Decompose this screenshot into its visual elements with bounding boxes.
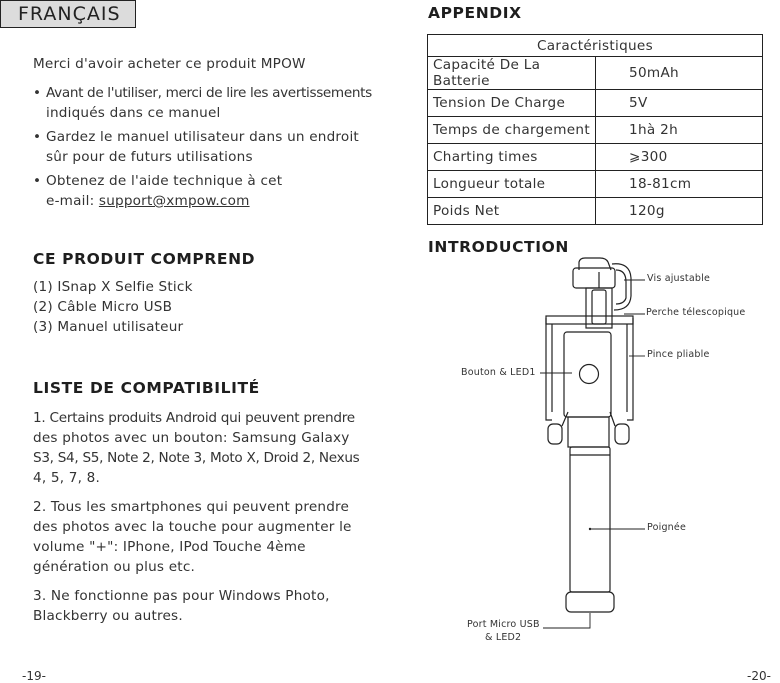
label-micro-usb-port: Port Micro USB — [467, 619, 540, 630]
compat-line: S3, S4, S5, Note 2, Note 3, Moto X, Droid 2, Nexus — [33, 450, 360, 466]
spec-label: Longueur totale — [428, 171, 596, 198]
spec-value: 18-81cm — [596, 171, 763, 198]
list-item: (1) ISnap X Selfie Stick — [33, 279, 193, 295]
label-telescopic-pole: Perche télescopique — [646, 307, 746, 318]
compat-line: des photos avec un bouton: Samsung Galaxy — [33, 430, 350, 446]
spec-label: Tension De Charge — [428, 90, 596, 117]
spec-label: Temps de chargement — [428, 117, 596, 144]
spec-value: 50mAh — [596, 57, 763, 90]
bullet-line: indiqués dans ce manuel — [46, 105, 221, 121]
label-led2: & LED2 — [485, 632, 522, 643]
compat-line: 3. Ne fonctionne pas pour Windows Photo, — [33, 588, 330, 604]
compat-line: 4, 5, 7, 8. — [33, 470, 101, 486]
bullet-dot: • — [33, 85, 42, 101]
bullet-line: sûr pour de futurs utilisations — [46, 149, 253, 165]
contents-heading: CE PRODUIT COMPREND — [33, 250, 256, 268]
label-button-led1: Bouton & LED1 — [461, 367, 536, 378]
language-tab: FRANÇAIS — [0, 0, 136, 28]
spec-value: ⩾300 — [596, 144, 763, 171]
bullet-line: Avant de l'utiliser, merci de lire les avertissements — [46, 85, 372, 101]
compat-line: Blackberry ou autres. — [33, 608, 183, 624]
list-item: (2) Câble Micro USB — [33, 299, 173, 315]
page-number-right: -20- — [747, 669, 771, 683]
bullet-line: Gardez le manuel utilisateur dans un endroit — [46, 129, 359, 145]
compat-line: des photos avec la touche pour augmenter le — [33, 519, 352, 535]
bullet-line: Obtenez de l'aide technique à cet — [46, 173, 283, 189]
list-item: (3) Manuel utilisateur — [33, 319, 184, 335]
spec-label: Charting times — [428, 144, 596, 171]
page-number-left: -19- — [22, 669, 46, 683]
compat-line: 1. Certains produits Android qui peuvent prendre — [33, 410, 355, 426]
bullet-dot: • — [33, 173, 42, 189]
spec-value: 120g — [596, 198, 763, 225]
email-prefix: e-mail: — [46, 193, 99, 209]
support-email-link[interactable]: support@xmpow.com — [98, 193, 250, 209]
spec-label: Poids Net — [428, 198, 596, 225]
label-folding-clamp: Pince pliable — [647, 349, 710, 360]
label-adjustable-screw: Vis ajustable — [647, 273, 710, 284]
compat-line: génération ou plus etc. — [33, 559, 196, 575]
spec-header: Caractéristiques — [428, 35, 763, 57]
appendix-heading: APPENDIX — [428, 4, 522, 22]
bullet-dot: • — [33, 129, 42, 145]
introduction-heading: INTRODUCTION — [428, 238, 569, 256]
spec-label: Capacité De La Batterie — [428, 57, 596, 90]
intro-text: Merci d'avoir acheter ce produit MPOW — [33, 56, 306, 72]
compat-line: 2. Tous les smartphones qui peuvent prendre — [33, 499, 350, 515]
compat-line: volume "+": IPhone, IPod Touche 4ème — [33, 539, 306, 555]
label-grip: Poignée — [647, 522, 686, 533]
compat-heading: LISTE DE COMPATIBILITÉ — [33, 379, 260, 397]
spec-value: 5V — [596, 90, 763, 117]
spec-value: 1hà 2h — [596, 117, 763, 144]
